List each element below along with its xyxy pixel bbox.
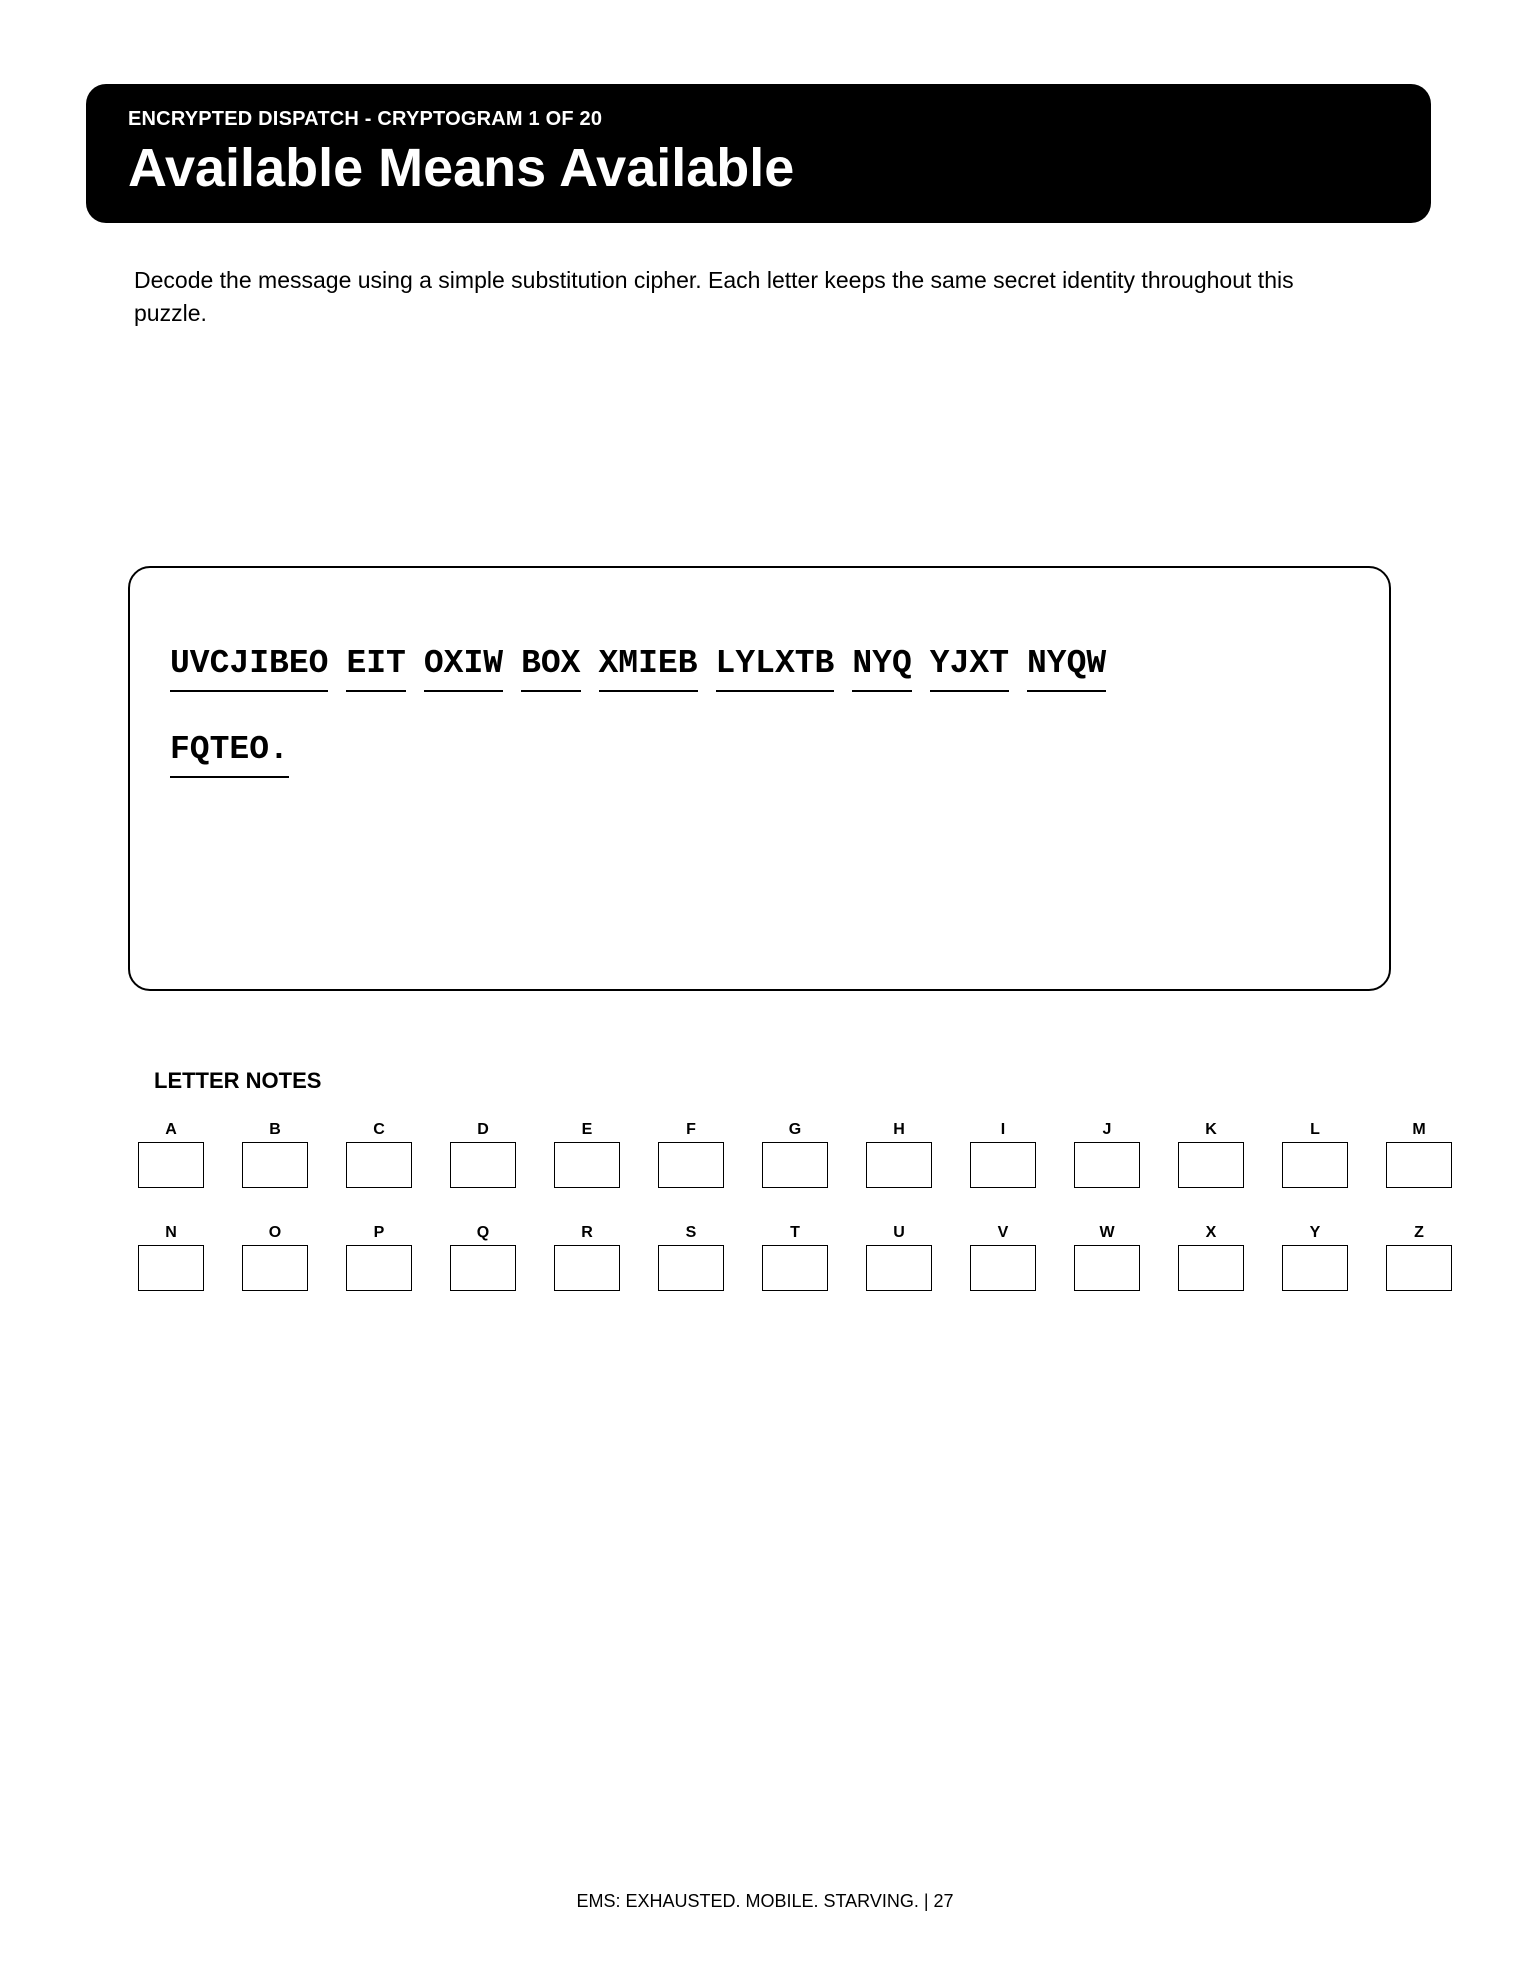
letter-note (1282, 1223, 1348, 1291)
letter-note-label: M (1412, 1121, 1426, 1138)
cipher-word[interactable]: NYQW (1027, 644, 1106, 692)
letter-note (762, 1120, 828, 1188)
letter-note (658, 1223, 724, 1291)
header-kicker: ENCRYPTED DISPATCH - CRYPTOGRAM 1 OF 20 (128, 108, 603, 130)
letter-note (346, 1120, 412, 1188)
letter-note (866, 1120, 932, 1188)
letter-note-box[interactable] (346, 1245, 412, 1291)
letter-note-label: E (581, 1121, 593, 1138)
letter-note-box[interactable] (554, 1245, 620, 1291)
letter-note-box[interactable] (1178, 1245, 1244, 1291)
cipher-word[interactable]: UVCJIBEO (170, 644, 328, 692)
letter-note-box[interactable] (1282, 1142, 1348, 1188)
letter-note (138, 1120, 204, 1188)
letter-note-label: O (268, 1224, 282, 1241)
cipher-box (128, 566, 1391, 991)
letter-note-box[interactable] (242, 1245, 308, 1291)
letter-note-box[interactable] (658, 1245, 724, 1291)
letter-note (658, 1120, 724, 1188)
letter-note-label: P (373, 1224, 385, 1241)
letter-note-label: U (893, 1224, 905, 1241)
letter-note-label: K (1205, 1121, 1217, 1138)
letter-note-label: S (685, 1224, 697, 1241)
letter-note (450, 1120, 516, 1188)
letter-note-label: F (686, 1121, 696, 1138)
letter-note (1386, 1223, 1452, 1291)
letter-notes-row-2 (138, 1223, 1452, 1291)
letter-note-box[interactable] (450, 1245, 516, 1291)
letter-note-label: C (373, 1121, 385, 1138)
letter-note-label: X (1205, 1224, 1217, 1241)
letter-note-box[interactable] (1074, 1142, 1140, 1188)
letter-note-box[interactable] (866, 1245, 932, 1291)
letter-note-label: T (790, 1224, 800, 1241)
cipher-word[interactable]: BOX (521, 644, 580, 692)
letter-note-label: V (997, 1224, 1009, 1241)
letter-note-label: L (1310, 1121, 1320, 1138)
cipher-word[interactable]: XMIEB (599, 644, 698, 692)
letter-note-label: J (1102, 1121, 1112, 1138)
letter-note-label: I (1000, 1121, 1006, 1138)
letter-note-box[interactable] (762, 1245, 828, 1291)
letter-note (450, 1223, 516, 1291)
letter-note (1074, 1120, 1140, 1188)
letter-note-label: Y (1309, 1224, 1321, 1241)
letter-note (1386, 1120, 1452, 1188)
letter-note-box[interactable] (138, 1142, 204, 1188)
letter-note-label: Q (476, 1224, 490, 1241)
letter-note (1282, 1120, 1348, 1188)
letter-note-box[interactable] (242, 1142, 308, 1188)
letter-note (554, 1120, 620, 1188)
cipher-word[interactable]: OXIW (424, 644, 503, 692)
page-title: Available Means Available (128, 138, 795, 198)
cipher-word[interactable]: YJXT (930, 644, 1009, 692)
letter-note (762, 1223, 828, 1291)
letter-note (1178, 1223, 1244, 1291)
letter-note-label: A (165, 1121, 177, 1138)
letter-note-box[interactable] (554, 1142, 620, 1188)
letter-note-label: H (893, 1121, 905, 1138)
instructions-text: Decode the message using a simple substitution cipher. Each letter keeps the same secret identity throughout this puzzle. (134, 267, 1294, 326)
cipher-word[interactable]: LYLXTB (716, 644, 835, 692)
cipher-word[interactable]: FQTEO. (170, 730, 289, 778)
letter-note (554, 1223, 620, 1291)
letter-note (970, 1120, 1036, 1188)
letter-note-label: R (581, 1224, 593, 1241)
letter-note-box[interactable] (658, 1142, 724, 1188)
letter-note (970, 1223, 1036, 1291)
letter-note-box[interactable] (138, 1245, 204, 1291)
letter-note (346, 1223, 412, 1291)
letter-note-box[interactable] (762, 1142, 828, 1188)
letter-note (138, 1223, 204, 1291)
cipher-word[interactable]: NYQ (852, 644, 911, 692)
letter-note-box[interactable] (970, 1142, 1036, 1188)
letter-note-box[interactable] (970, 1245, 1036, 1291)
letter-note-box[interactable] (1386, 1142, 1452, 1188)
letter-note-box[interactable] (450, 1142, 516, 1188)
cipher-word[interactable]: EIT (346, 644, 405, 692)
letter-note-box[interactable] (1074, 1245, 1140, 1291)
letter-note-label: G (788, 1121, 802, 1138)
letter-note-label: W (1099, 1224, 1115, 1241)
letter-note (242, 1120, 308, 1188)
letter-note-label: N (165, 1224, 177, 1241)
letter-notes-row-1 (138, 1120, 1452, 1188)
letter-note-label: B (269, 1121, 281, 1138)
letter-note (1178, 1120, 1244, 1188)
letter-note (1074, 1223, 1140, 1291)
letter-note (866, 1223, 932, 1291)
cipher-line-1 (170, 644, 1124, 692)
letter-note-label: Z (1414, 1224, 1424, 1241)
letter-note-box[interactable] (866, 1142, 932, 1188)
letter-notes-heading: LETTER NOTES (154, 1068, 322, 1093)
header-banner (86, 84, 1431, 223)
cipher-line-2 (170, 730, 307, 778)
letter-note-box[interactable] (346, 1142, 412, 1188)
page-footer: EMS: EXHAUSTED. MOBILE. STARVING. | 27 (576, 1891, 954, 1911)
letter-note-box[interactable] (1178, 1142, 1244, 1188)
letter-note-box[interactable] (1386, 1245, 1452, 1291)
letter-note-box[interactable] (1282, 1245, 1348, 1291)
letter-note (242, 1223, 308, 1291)
letter-note-label: D (477, 1121, 489, 1138)
